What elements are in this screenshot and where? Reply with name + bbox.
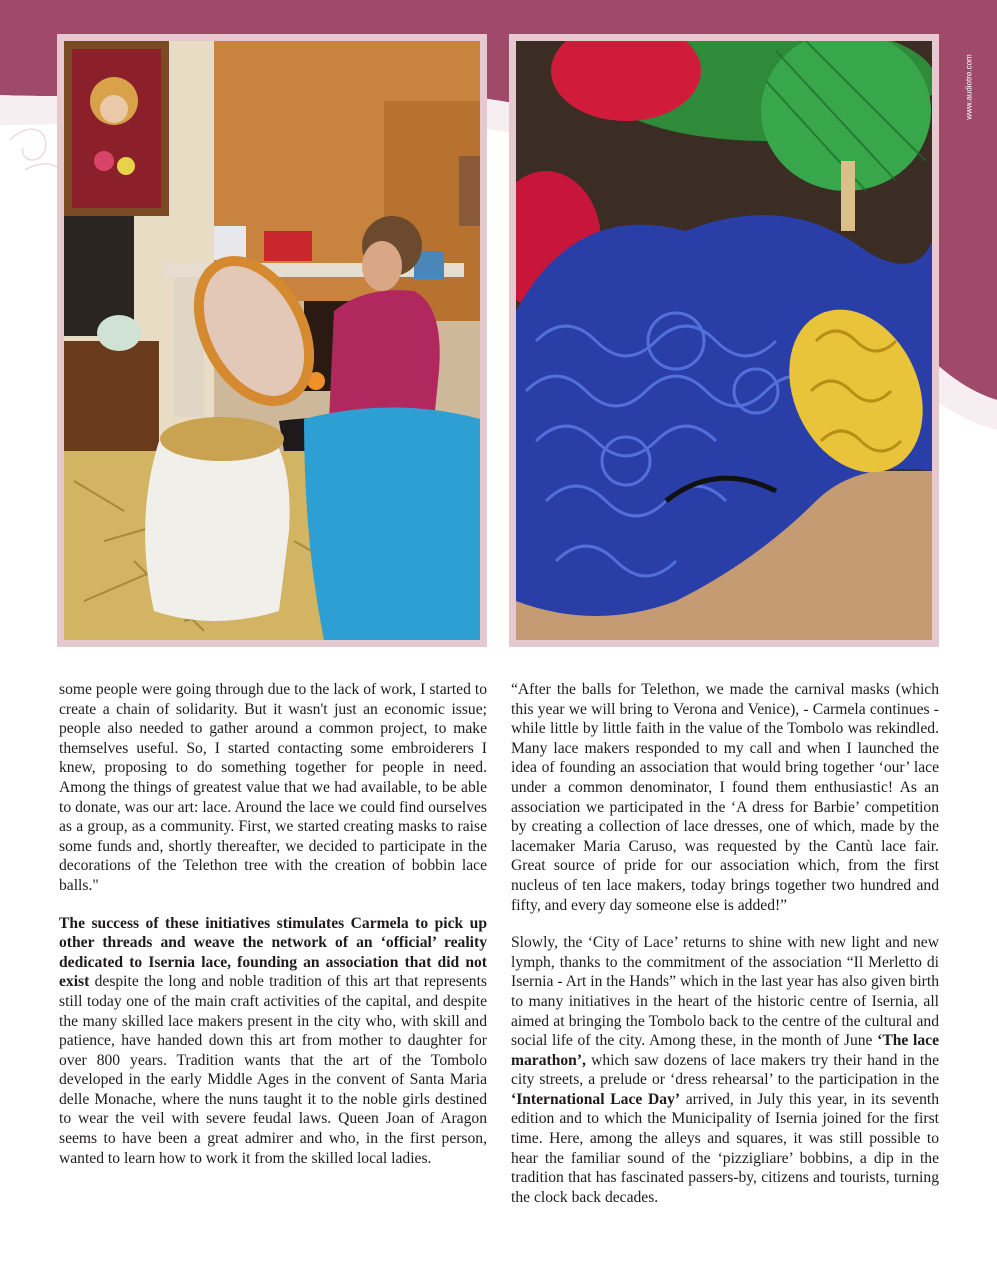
article-highlight: ‘International Lace Day’ bbox=[511, 1090, 681, 1108]
article-paragraph bbox=[59, 914, 487, 1169]
lace-masks-illustration bbox=[516, 41, 932, 640]
photo-lace-masks bbox=[509, 34, 939, 647]
article-paragraph: “After the balls for Telethon, we made the carnival masks (which this year we will bring to Verona and Venice), - Carmela continues - while little by little faith in the value of the Tombolo was rekindled. Many lace makers responded to my call and when I launched the idea of founding an association that would bring together ‘our’ lace under a common denominator, I found them enthusiastic! As an association we participated in the ‘A dress for Barbie’ competition by creating a collection of lace dresses, one of which, made by the lacemaker Maria Caruso, was requested by the Cantù lace fair. Great source of pride for our association which, from the first nucleus of ten lace makers, today brings together two hundred and fifty, and every day someone else is added!” bbox=[511, 681, 939, 914]
article-paragraph bbox=[511, 933, 939, 1207]
article-text: Slowly, the ‘City of Lace’ returns to shine with new light and new lymph, thanks to the commitment of the association “Il Merletto di Isernia - Art in the Hands” which in the last year has also given birth to many initiatives in the heart of the historic centre of Isernia, all aimed at bringing the Tombolo back to the centre of the cultural and social life of the city. Among these, in the month of June bbox=[511, 934, 939, 1050]
article-highlight: The success of these initiatives stimulates Carmela to pick up other threads and weave the network of an ‘official’ reality dedicated to Isernia lace, founding an association that did not exist bbox=[59, 914, 487, 991]
article-column-left bbox=[59, 680, 487, 1186]
photo-lace-maker bbox=[57, 34, 487, 647]
article-text: arrived, in July this year, in its seventh edition and to which the Municipality of Isernia joined for the first time. Here, among the alleys and squares, it was still possible to hear the familiar sound of the ‘pizzigliare’ bobbins, a dip in the tradition that has fascinated passers-by, citizens and tourists, turning the clock back decades. bbox=[511, 1090, 939, 1206]
site-url: www.audiotre.com bbox=[964, 54, 974, 120]
article-text: despite the long and noble tradition of this art that represents still today one of the main craft activities of the capital, and despite the many skilled lace makers present in the city who, with skill and patience, have handed down this art from mother to daughter for over 800 years. Tradition wants that the art of the Tombolo developed in the early Middle Ages in the convent of Santa Maria delle Monache, where the nuns taught it to the noble girls destined to wear the veil with severe feudal laws. Queen Joan of Aragon seems to have been a great admirer and who, in the first person, wanted to learn how to work it from the skilled local ladies. bbox=[59, 973, 487, 1167]
article-highlight: ‘The lace marathon’, bbox=[511, 1032, 939, 1069]
article-text: which saw dozens of lace makers try their hand in the city streets, a prelude or ‘dress rehearsal’ to the participation in the bbox=[511, 1051, 939, 1089]
article-paragraph: some people were going through due to the lack of work, I started to create a chain of solidarity. But it wasn't just an economic issue; people also needed to gather around a common project, to make themselves useful. So, I started contacting some embroiderers I knew, proposing to do something together for people in need. Among the things of greatest value that we had available, to be able to donate, was our art: lace. Around the lace we could find ourselves as a group, as a community. First, we started creating masks to raise some funds and, shortly thereafter, we decided to participate in the decorations of the Telethon tree with the creation of bobbin lace balls." bbox=[59, 681, 487, 894]
article-column-right bbox=[511, 680, 939, 1225]
lace-maker-illustration bbox=[64, 41, 480, 640]
